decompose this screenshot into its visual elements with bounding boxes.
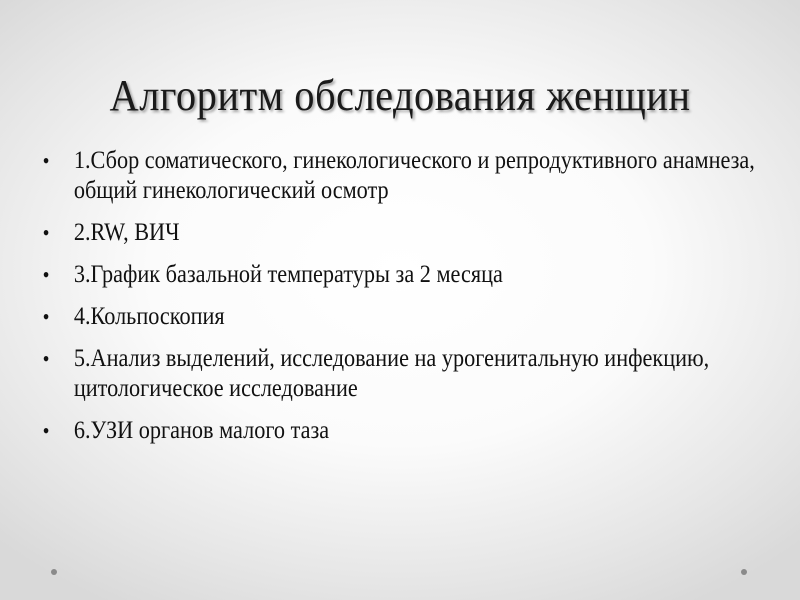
list-item-text: 1.Сбор соматического, гинекологического и репродуктивного анамнеза, общий гинекологический осмотр bbox=[73, 147, 755, 204]
bullet-list bbox=[40, 146, 755, 458]
bullet-icon: • bbox=[42, 262, 50, 287]
list-item-text: 2.RW, ВИЧ bbox=[73, 219, 180, 246]
list-item bbox=[40, 416, 762, 446]
list-item bbox=[40, 218, 762, 248]
list-item-text: 5.Анализ выделений, исследование на урогенитальную инфекцию, цитологическое исследование bbox=[73, 345, 710, 402]
corner-dot-left bbox=[51, 569, 57, 575]
corner-dot-right bbox=[741, 569, 747, 575]
bullet-icon: • bbox=[42, 346, 50, 371]
list-item bbox=[40, 260, 762, 290]
list-item bbox=[40, 146, 762, 206]
bullet-icon: • bbox=[42, 304, 50, 329]
list-item bbox=[40, 344, 762, 404]
bullet-icon: • bbox=[42, 220, 50, 245]
list-item-text: 6.УЗИ органов малого таза bbox=[73, 417, 330, 444]
list-item-text: 3.График базальной температуры за 2 месяца bbox=[73, 261, 503, 288]
list-item-text: 4.Кольпоскопия bbox=[73, 303, 225, 330]
slide-title: Алгоритм обследования женщин bbox=[109, 71, 691, 120]
bullet-icon: • bbox=[42, 148, 50, 173]
list-item bbox=[40, 302, 762, 332]
bullet-icon: • bbox=[42, 418, 50, 443]
